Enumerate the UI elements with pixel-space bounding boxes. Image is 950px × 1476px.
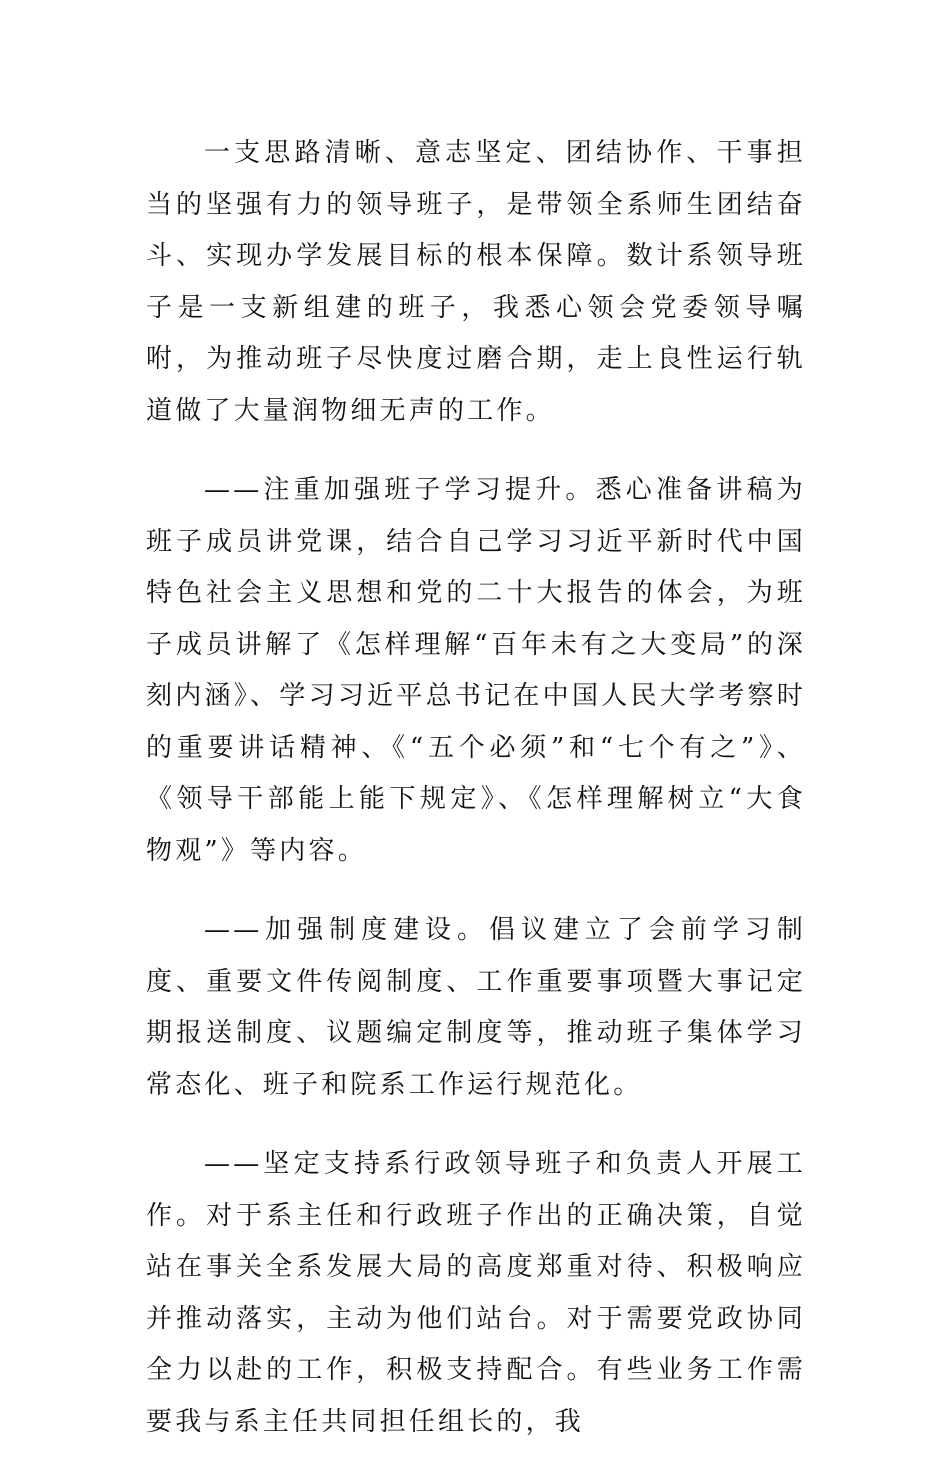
paragraph-system-building: ——加强制度建设。倡议建立了会前学习制度、重要文件传阅制度、工作重要事项暨大事记定期报送制度、议题编定制度等，推动班子集体学习常态化、班子和院系工作运行规范化。 bbox=[146, 915, 806, 1100]
paragraph-leadership-team: 一支思路清晰、意志坚定、团结协作、干事担当的坚强有力的领导班子，是带领全系师生团结奋斗、实现办学发展目标的根本保障。数计系领导班子是一支新组建的班子，我悉心领会党委领导嘱咐，为推动班子尽快度过磨合期，走上良性运行轨道做了大量润物细无声的工作。 bbox=[146, 138, 806, 426]
paragraph-support-administration: ——坚定支持系行政领导班子和负责人开展工作。对于系主任和行政班子作出的正确决策，自觉站在事关全系发展大局的高度郑重对待、积极响应并推动落实，主动为他们站台。对于需要党政协同全力以赴的工作，积极支持配合。有些业务工作需要我与系主任共同担任组长的，我 bbox=[146, 1149, 806, 1437]
paragraph-team-study: ——注重加强班子学习提升。悉心准备讲稿为班子成员讲党课，结合自己学习习近平新时代中国特色社会主义思想和党的二十大报告的体会，为班子成员讲解了《怎样理解“百年未有之大变局”的深刻内涵》、学习习近平总书记在中国人民大学考察时的重要讲话精神、《“五个必须”和“七个有之”》、《领导干部能上能下规定》、《怎样理解树立“大食物观”》等内容。 bbox=[146, 475, 806, 866]
document-body bbox=[146, 128, 806, 1476]
